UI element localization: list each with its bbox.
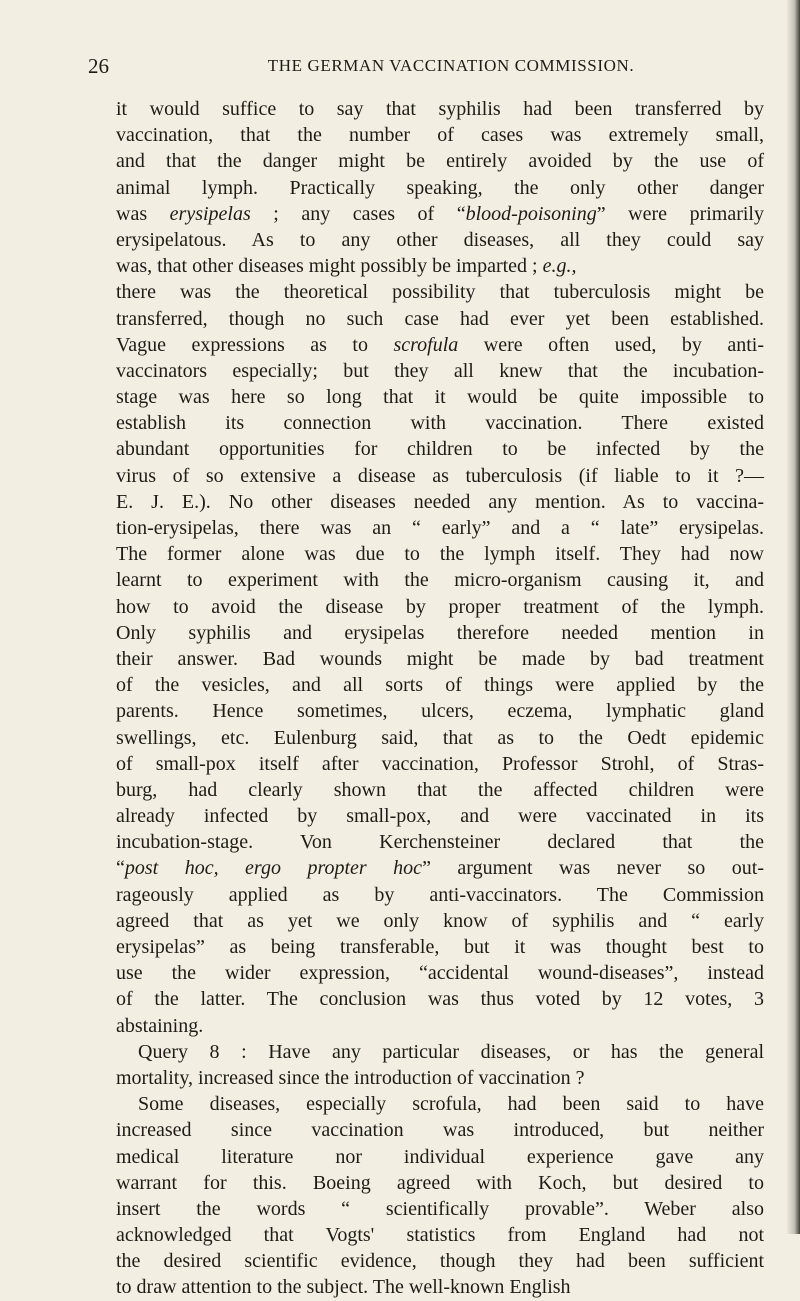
text-line [116, 646, 764, 672]
text-line [116, 541, 764, 567]
text-line [116, 829, 764, 855]
text-run: stage was here so long that it would be quite impossible to [116, 386, 764, 409]
italic-text: blood-poisoning [465, 202, 597, 225]
text-line [116, 1222, 764, 1248]
text-line [116, 803, 764, 829]
text-line [116, 384, 764, 410]
text-run: learnt to experiment with the micro-organism causing it, and [116, 569, 764, 592]
text-run: abundant opportunities for children to be infected by the [116, 438, 764, 461]
text-line [116, 489, 764, 515]
text-run: of the latter. The conclusion was thus voted by 12 votes, 3 [116, 988, 764, 1011]
text-line [116, 620, 764, 646]
text-line [116, 96, 764, 122]
text-line [116, 306, 764, 332]
text-run: E. J. E.). No other diseases needed any mention. As to vaccina- [116, 490, 764, 513]
text-line [116, 1091, 764, 1117]
text-run: agreed that as yet we only know of syphilis and “ early [116, 909, 764, 932]
text-line [116, 908, 764, 934]
text-run: animal lymph. Practically speaking, the only other danger [116, 176, 764, 199]
text-run: was, that other diseases might possibly be imparted ; [116, 255, 543, 278]
text-run: already infected by small-pox, and were vaccinated in its [116, 805, 764, 828]
text-run: were often used, by anti- [458, 333, 764, 356]
italic-text: erysipelas [169, 202, 251, 225]
text-run: abstaining. [116, 1014, 204, 1037]
text-line [116, 855, 764, 881]
text-line [116, 1144, 764, 1170]
text-run: there was the theoretical possibility that tuberculosis might be [116, 281, 764, 304]
text-run: The former alone was due to the lymph itself. They had now [116, 543, 764, 566]
text-run: transferred, though no such case had ever yet been established. [116, 307, 764, 330]
text-line [116, 1274, 764, 1300]
page-edge-shadow [786, 0, 800, 1234]
text-run: and that the danger might be entirely avoided by the use of [116, 150, 764, 173]
text-line [116, 463, 764, 489]
text-run: to draw attention to the subject. The well-known English [116, 1276, 571, 1299]
text-run: warrant for this. Boeing agreed with Koch, but desired to [116, 1171, 764, 1194]
text-line [116, 934, 764, 960]
text-run: erysipelatous. As to any other diseases, all they could say [116, 228, 764, 251]
text-line [116, 436, 764, 462]
text-run: burg, had clearly shown that the affected children were [116, 778, 764, 801]
text-line [116, 515, 764, 541]
text-line [116, 698, 764, 724]
text-line [116, 1065, 764, 1091]
text-line [116, 358, 764, 384]
text-line [116, 751, 764, 777]
italic-text: e.g., [542, 255, 577, 278]
text-run: tion-erysipelas, there was an “ early” and a “ late” erysipelas. [116, 517, 764, 539]
text-line [116, 567, 764, 593]
text-run: “ [116, 857, 125, 880]
text-run: ” argument was never so out- [422, 857, 764, 880]
running-title: THE GERMAN VACCINATION COMMISSION. [267, 56, 635, 75]
text-line [116, 672, 764, 698]
text-line [116, 227, 764, 253]
text-run: it would suffice to say that syphilis had been transferred by [116, 98, 764, 120]
text-line [116, 253, 764, 279]
text-run: the desired scientific evidence, though they had been sufficient [116, 1250, 764, 1273]
text-run: virus of so extensive a disease as tuberculosis (if liable to it ?— [116, 464, 764, 487]
text-line [116, 1170, 764, 1196]
page-header [88, 52, 756, 80]
text-run: of the vesicles, and all sorts of things were applied by the [116, 674, 764, 697]
body-text [116, 96, 764, 1301]
text-run: Vague expressions as to [116, 333, 394, 356]
text-line [116, 594, 764, 620]
text-run: establish its connection with vaccination. There existed [116, 412, 764, 435]
text-run: their answer. Bad wounds might be made by bad treatment [116, 647, 764, 670]
text-line [116, 279, 764, 305]
text-line [116, 332, 764, 358]
text-run: swellings, etc. Eulenburg said, that as to the Oedt epidemic [116, 726, 764, 749]
text-line [116, 986, 764, 1012]
text-run: rageously applied as by anti-vaccinators. The Commission [116, 883, 764, 906]
text-line [116, 960, 764, 986]
text-run: incubation-stage. Von Kerchensteiner declared that the [116, 831, 764, 854]
text-line [116, 1248, 764, 1274]
italic-text: post hoc, ergo propter hoc [124, 857, 423, 880]
text-run: ” were primarily [596, 202, 764, 225]
text-run: Some diseases, especially scrofula, had been said to have [138, 1093, 764, 1116]
page-number: 26 [88, 54, 109, 78]
text-run: was [116, 202, 170, 225]
text-run: increased since vaccination was introduced, but neither [116, 1119, 764, 1142]
text-run: insert the words “ scientifically provable”. Weber also [116, 1197, 764, 1220]
text-run: erysipelas” as being transferable, but it was thought best to [116, 936, 764, 958]
text-line [116, 1117, 764, 1143]
text-line [116, 1039, 764, 1065]
text-line [116, 882, 764, 908]
text-line [116, 777, 764, 803]
text-run: how to avoid the disease by proper treatment of the lymph. [116, 595, 764, 618]
text-line [116, 122, 764, 148]
italic-text: scrofula [393, 333, 459, 356]
text-run: acknowledged that Vogts' statistics from England had not [116, 1224, 764, 1247]
text-line [116, 1196, 764, 1222]
text-run: Only syphilis and erysipelas therefore needed mention in [116, 621, 764, 644]
text-line [116, 148, 764, 174]
text-run: mortality, increased since the introduction of vaccination ? [116, 1066, 585, 1089]
text-run: Query 8 : Have any particular diseases, or has the general [138, 1040, 764, 1063]
text-run: parents. Hence sometimes, ulcers, eczema, lymphatic gland [116, 700, 764, 723]
text-line [116, 410, 764, 436]
text-line [116, 725, 764, 751]
text-run: medical literature nor individual experience gave any [116, 1145, 764, 1168]
text-line [116, 201, 764, 227]
text-run: vaccination, that the number of cases was extremely small, [116, 124, 764, 147]
text-line [116, 175, 764, 201]
text-line [116, 1013, 764, 1039]
text-run: vaccinators especially; but they all knew that the incubation- [116, 359, 764, 382]
text-run: ; any cases of “ [250, 202, 466, 225]
text-run: of small-pox itself after vaccination, Professor Strohl, of Stras- [116, 752, 764, 775]
text-run: use the wider expression, “accidental wound-diseases”, instead [116, 962, 764, 985]
